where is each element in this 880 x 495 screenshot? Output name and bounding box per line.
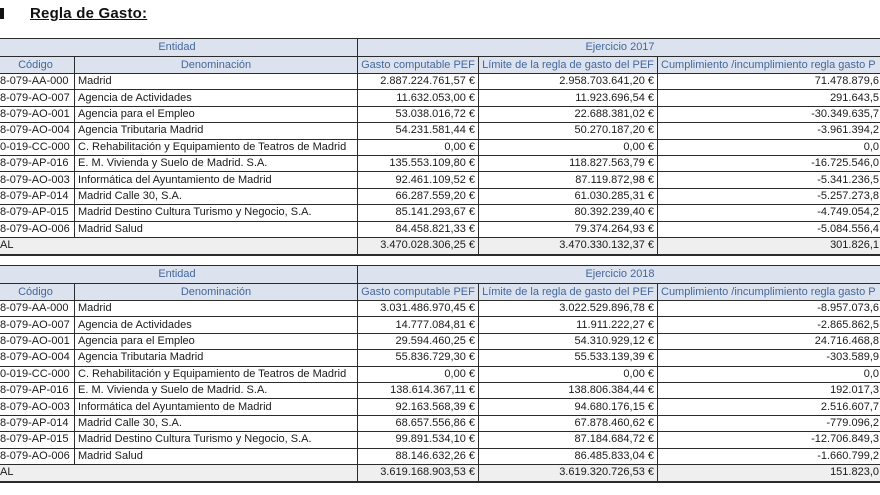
cell-codigo: 8-079-AP-016 (0, 383, 75, 399)
header-ejercicio: Ejercicio 2018 (358, 266, 880, 284)
cell-codigo: 8-079-AO-006 (0, 449, 75, 465)
cell-denominacion: C. Rehabilitación y Equipamiento de Teatros de Madrid (75, 367, 358, 383)
total-cumplimiento: 151.823,0 (658, 465, 880, 482)
cell-cumplimiento: -5.084.556,4 (658, 222, 880, 238)
cell-limite-regla-gasto: 138.806.384,44 € (479, 383, 658, 399)
cell-cumplimiento: -303.589,9 (658, 350, 880, 366)
cell-cumplimiento: -1.660.799,2 (658, 449, 880, 465)
header-denominacion: Denominación (75, 57, 358, 74)
cell-codigo: 8-079-AO-001 (0, 107, 75, 123)
cell-denominacion: Madrid Destino Cultura Turismo y Negocio, S.A. (75, 432, 358, 448)
cell-gasto-computable: 92.461.109,52 € (358, 172, 479, 188)
cell-denominacion: Agencia de Actividades (75, 317, 358, 333)
cell-cumplimiento: 71.478.879,6 (658, 74, 880, 90)
cell-codigo: 8-079-AO-007 (0, 90, 75, 106)
cell-codigo: 8-079-AP-014 (0, 416, 75, 432)
cell-gasto-computable: 99.891.534,10 € (358, 432, 479, 448)
expense-rule-table-2018 (0, 265, 880, 483)
cell-denominacion: Madrid Salud (75, 222, 358, 238)
cell-denominacion: Madrid (75, 301, 358, 317)
cell-limite-regla-gasto: 94.680.176,15 € (479, 399, 658, 415)
cell-denominacion: Informática del Ayuntamiento de Madrid (75, 399, 358, 415)
cell-codigo: 0-019-CC-000 (0, 140, 75, 156)
cell-gasto-computable: 53.038.016,72 € (358, 107, 479, 123)
cell-limite-regla-gasto: 50.270.187,20 € (479, 123, 658, 139)
cell-cumplimiento: -2.865.862,5 (658, 317, 880, 333)
header-cumplimiento: Cumplimiento /incumplimiento regla gasto P (658, 57, 880, 74)
cell-cumplimiento: -16.725.546,0 (658, 156, 880, 172)
cell-denominacion: E. M. Vivienda y Suelo de Madrid. S.A. (75, 383, 358, 399)
cell-codigo: 8-079-AO-001 (0, 334, 75, 350)
cell-gasto-computable: 11.632.053,00 € (358, 90, 479, 106)
total-row-label: AL (0, 238, 358, 255)
header-cumplimiento: Cumplimiento /incumplimiento regla gasto P (658, 284, 880, 301)
header-denominacion: Denominación (75, 284, 358, 301)
cell-limite-regla-gasto: 54.310.929,12 € (479, 334, 658, 350)
cell-limite-regla-gasto: 86.485.833,04 € (479, 449, 658, 465)
cell-denominacion: Agencia de Actividades (75, 90, 358, 106)
cell-limite-regla-gasto: 118.827.563,79 € (479, 156, 658, 172)
cell-denominacion: Informática del Ayuntamiento de Madrid (75, 172, 358, 188)
cell-codigo: 0-019-CC-000 (0, 367, 75, 383)
header-gasto-computable: Gasto computable PEF (358, 57, 479, 74)
cell-codigo: 8-079-AO-004 (0, 350, 75, 366)
cell-limite-regla-gasto: 87.119.872,98 € (479, 172, 658, 188)
cell-denominacion: Madrid Destino Cultura Turismo y Negocio, S.A. (75, 205, 358, 221)
cell-cumplimiento: 24.716.468,8 (658, 334, 880, 350)
cell-codigo: 8-079-AO-003 (0, 172, 75, 188)
cell-cumplimiento: 0,0 (658, 140, 880, 156)
cell-limite-regla-gasto: 0,00 € (479, 367, 658, 383)
cell-denominacion: C. Rehabilitación y Equipamiento de Teatros de Madrid (75, 140, 358, 156)
expense-rule-table-2017 (0, 38, 880, 256)
cell-limite-regla-gasto: 22.688.381,02 € (479, 107, 658, 123)
cell-gasto-computable: 85.141.293,67 € (358, 205, 479, 221)
list-bullet (0, 8, 4, 19)
cell-limite-regla-gasto: 87.184.684,72 € (479, 432, 658, 448)
cell-cumplimiento: -4.749.054,2 (658, 205, 880, 221)
cell-denominacion: Agencia Tributaria Madrid (75, 123, 358, 139)
header-ejercicio: Ejercicio 2017 (358, 39, 880, 57)
total-gasto-computable: 3.470.028.306,25 € (358, 238, 479, 255)
cell-gasto-computable: 135.553.109,80 € (358, 156, 479, 172)
header-limite-regla-gasto: Límite de la regla de gasto del PEF (479, 284, 658, 301)
cell-gasto-computable: 14.777.084,81 € (358, 317, 479, 333)
cell-limite-regla-gasto: 79.374.264,93 € (479, 222, 658, 238)
cell-gasto-computable: 92.163.568,39 € (358, 399, 479, 415)
cell-codigo: 8-079-AP-015 (0, 205, 75, 221)
cell-limite-regla-gasto: 2.958.703.641,20 € (479, 74, 658, 90)
cell-gasto-computable: 2.887.224.761,57 € (358, 74, 479, 90)
cell-gasto-computable: 0,00 € (358, 367, 479, 383)
total-gasto-computable: 3.619.168.903,53 € (358, 465, 479, 482)
cell-codigo: 8-079-AA-000 (0, 74, 75, 90)
cell-codigo: 8-079-AA-000 (0, 301, 75, 317)
cell-denominacion: Agencia para el Empleo (75, 107, 358, 123)
cell-limite-regla-gasto: 3.022.529.896,78 € (479, 301, 658, 317)
cell-codigo: 8-079-AO-006 (0, 222, 75, 238)
cell-cumplimiento: -779.096,2 (658, 416, 880, 432)
cell-limite-regla-gasto: 0,00 € (479, 140, 658, 156)
cell-denominacion: Madrid (75, 74, 358, 90)
cell-limite-regla-gasto: 67.878.460,62 € (479, 416, 658, 432)
header-limite-regla-gasto: Límite de la regla de gasto del PEF (479, 57, 658, 74)
header-codigo: Código (0, 284, 75, 301)
cell-gasto-computable: 54.231.581,44 € (358, 123, 479, 139)
cell-gasto-computable: 138.614.367,11 € (358, 383, 479, 399)
header-gasto-computable: Gasto computable PEF (358, 284, 479, 301)
cell-codigo: 8-079-AO-003 (0, 399, 75, 415)
total-cumplimiento: 301.826,1 (658, 238, 880, 255)
cell-gasto-computable: 68.657.556,86 € (358, 416, 479, 432)
cell-gasto-computable: 55.836.729,30 € (358, 350, 479, 366)
cell-cumplimiento: 2.516.607,7 (658, 399, 880, 415)
total-limite-regla-gasto: 3.619.320.726,53 € (479, 465, 658, 482)
cell-denominacion: Madrid Calle 30, S.A. (75, 416, 358, 432)
cell-gasto-computable: 3.031.486.970,45 € (358, 301, 479, 317)
cell-cumplimiento: -8.957.073,6 (658, 301, 880, 317)
cell-gasto-computable: 0,00 € (358, 140, 479, 156)
cell-gasto-computable: 84.458.821,33 € (358, 222, 479, 238)
header-codigo: Código (0, 57, 75, 74)
cell-gasto-computable: 66.287.559,20 € (358, 189, 479, 205)
cell-denominacion: Madrid Calle 30, S.A. (75, 189, 358, 205)
cell-cumplimiento: 291.643,5 (658, 90, 880, 106)
cell-codigo: 8-079-AP-014 (0, 189, 75, 205)
cell-limite-regla-gasto: 80.392.239,40 € (479, 205, 658, 221)
cell-codigo: 8-079-AP-015 (0, 432, 75, 448)
cell-cumplimiento: -5.341.236,5 (658, 172, 880, 188)
cell-cumplimiento: 192.017,3 (658, 383, 880, 399)
section-title: Regla de Gasto: (30, 5, 148, 22)
cell-gasto-computable: 88.146.632,26 € (358, 449, 479, 465)
cell-limite-regla-gasto: 11.911.222,27 € (479, 317, 658, 333)
cell-cumplimiento: -30.349.635,7 (658, 107, 880, 123)
cell-denominacion: Madrid Salud (75, 449, 358, 465)
total-limite-regla-gasto: 3.470.330.132,37 € (479, 238, 658, 255)
cell-codigo: 8-079-AO-007 (0, 317, 75, 333)
cell-cumplimiento: -3.961.394,2 (658, 123, 880, 139)
cell-limite-regla-gasto: 55.533.139,39 € (479, 350, 658, 366)
cell-denominacion: Agencia para el Empleo (75, 334, 358, 350)
cell-denominacion: Agencia Tributaria Madrid (75, 350, 358, 366)
cell-gasto-computable: 29.594.460,25 € (358, 334, 479, 350)
cell-denominacion: E. M. Vivienda y Suelo de Madrid. S.A. (75, 156, 358, 172)
cell-limite-regla-gasto: 11.923.696,54 € (479, 90, 658, 106)
cell-cumplimiento: -5.257.273,8 (658, 189, 880, 205)
cell-codigo: 8-079-AP-016 (0, 156, 75, 172)
total-row-label: AL (0, 465, 358, 482)
cell-cumplimiento: 0,0 (658, 367, 880, 383)
cell-cumplimiento: -12.706.849,3 (658, 432, 880, 448)
cell-limite-regla-gasto: 61.030.285,31 € (479, 189, 658, 205)
header-entidad: Entidad (0, 39, 358, 57)
cell-codigo: 8-079-AO-004 (0, 123, 75, 139)
header-entidad: Entidad (0, 266, 358, 284)
